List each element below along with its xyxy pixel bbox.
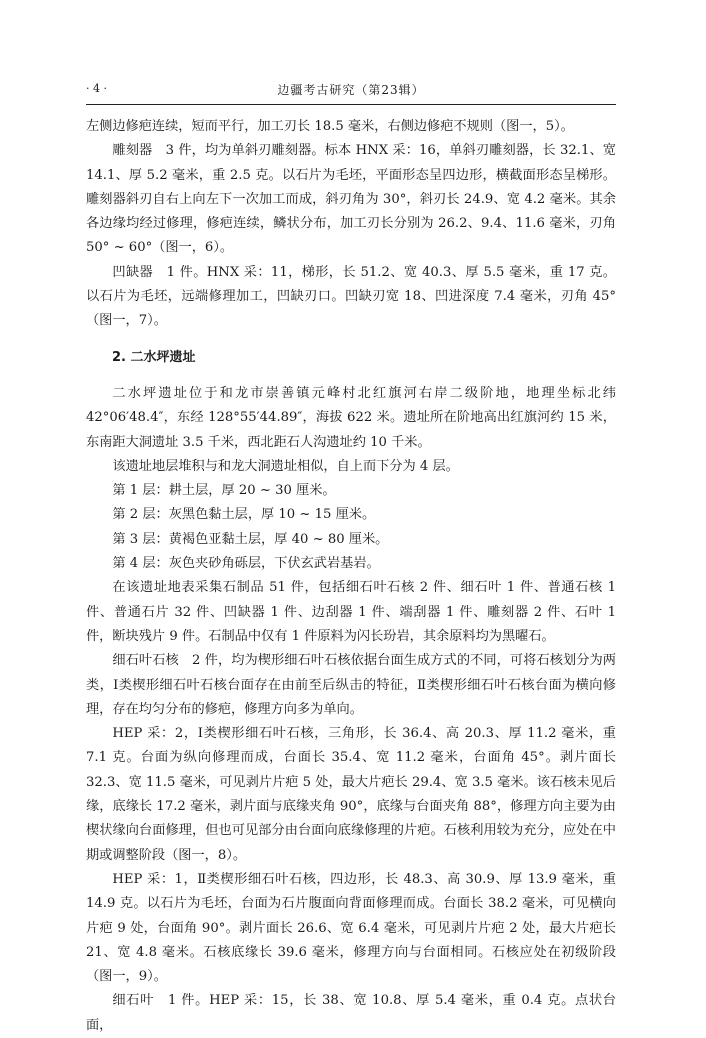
running-header xyxy=(86,80,616,100)
paragraph-stratigraphy: 该遗址地层堆积与和龙大洞遗址相似，自上而下分为 4 层。 xyxy=(112,458,459,474)
layer-2: 第 2 层：灰黑色黏土层，厚 10 ~ 15 厘米。 xyxy=(112,507,376,523)
paragraph-collection: 在该遗址地表采集石制品 51 件，包括细石叶石核 2 件、细石叶 1 件、普通石核 1 件、普通石片 32 件、凹缺器 1 件、边刮器 1 件、端刮器 1 件、雕刻器 2 件、石叶 1 件，断块残片 9 件。石制品中仅有 1 件原料为闪长玢岩，其余原料均为黑曜石。 xyxy=(86,580,616,644)
paragraph-notches: 凹缺器 1 件。HNX 采：11，梯形，长 51.2、宽 40.3、厚 5.5 毫米，重 17 克。以石片为毛坯，远端修理加工，凹缺刃口。凹缺刃宽 18、凹进深度 7.4 毫米，刃角 45°（图一，7）。 xyxy=(86,264,616,329)
layer-1: 第 1 层：耕土层，厚 20 ~ 30 厘米。 xyxy=(112,483,336,499)
paragraph-continuation: 左侧边修疤连续，短而平行，加工刃长 18.5 毫米，右侧边修疤不规则（图一，5）。 xyxy=(86,119,574,134)
layer-4: 第 4 层：灰色夹砂角砾层，下伏玄武岩基岩。 xyxy=(112,556,380,572)
paragraph-site-location: 二水坪遗址位于和龙市崇善镇元峰村北红旗河右岸二级阶地，地理坐标北纬 42°06′48.4″，东经 128°55′44.89″，海拔 622 米。遗址所在阶地高出红旗河约 15 米，东南距大洞遗址 3.5 千米，西北距石人沟遗址约 10 千米。 xyxy=(86,385,616,450)
body-text xyxy=(86,115,616,1038)
page-number: · 4 · xyxy=(86,82,107,95)
layer-3: 第 3 层：黄褐色亚黏土层，厚 40 ~ 80 厘米。 xyxy=(112,531,389,547)
header-rule xyxy=(86,104,616,105)
paragraph-microblade-cores: 细石叶石核 2 件，均为楔形细石叶石核依据台面生成方式的不同，可将石核划分为两类，Ⅰ类楔形细石叶石核台面存在由前至后纵击的特征，Ⅱ类楔形细石叶石核台面为横向修理，存在均匀分布的修疤，修理方向多为单向。 xyxy=(86,653,616,717)
journal-title: 边疆考古研究（第23辑） xyxy=(277,83,425,97)
section-heading: 2. 二水坪遗址 xyxy=(112,349,196,365)
paragraph-hep-2: HEP 采：2，Ⅰ类楔形细石叶石核，三角形，长 36.4、高 20.3、厚 11.2 毫米，重 7.1 克。台面为纵向修理而成，台面长 35.4、宽 11.2 毫米，台面角 45°。剥片面长 32.3、宽 11.5 毫米，可见剥片片疤 5 处，最大片疤长 29.4、宽 3.5 毫米。该石核未见后缘，底缘长 17.2 毫米，剥片面与底缘夹角 90°，底缘与台面夹角 88°，修理方向主要为由楔状缘向台面修理，但也可见部分由台面向底缘修理的片疤。石核利用较为充分，应处在中期或调整阶段（图一，8）。 xyxy=(86,726,616,863)
paragraph-microblade: 细石叶 1 件。HEP 采：15，长 38、宽 10.8、厚 5.4 毫米，重 0.4 克。点状台面， xyxy=(86,993,616,1033)
paragraph-hep-1: HEP 采：1，Ⅱ类楔形细石叶石核，四边形，长 48.3、高 30.9、厚 13.9 毫米，重 14.9 克。以石片为毛坯，台面为石片腹面向背面修理而成。台面长 38.2 毫米，可见横向片疤 9 处，台面角 90°。剥片面长 26.6、宽 6.4 毫米，可见剥片片疤 2 处，最大片疤长 21、宽 4.8 毫米。石核底缘长 39.6 毫米，修理方向与台面相同。石核应处在初级阶段（图一，9）。 xyxy=(86,871,616,985)
paragraph-burins: 雕刻器 3 件，均为单斜刃雕刻器。标本 HNX 采：16，单斜刃雕刻器，长 32.1、宽 14.1、厚 5.2 毫米，重 2.5 克。以石片为毛坯，平面形态呈四边形，横截面形态呈梯形。雕刻器斜刃自右上向左下一次加工而成，斜刃角为 30°，斜刃长 24.9、宽 4.2 毫米。其余各边缘均经过修理，修疤连续，鳞状分布，加工刃长分别为 26.2、9.4、11.6 毫米，刃角 50° ~ 60°（图一，6）。 xyxy=(86,143,616,256)
